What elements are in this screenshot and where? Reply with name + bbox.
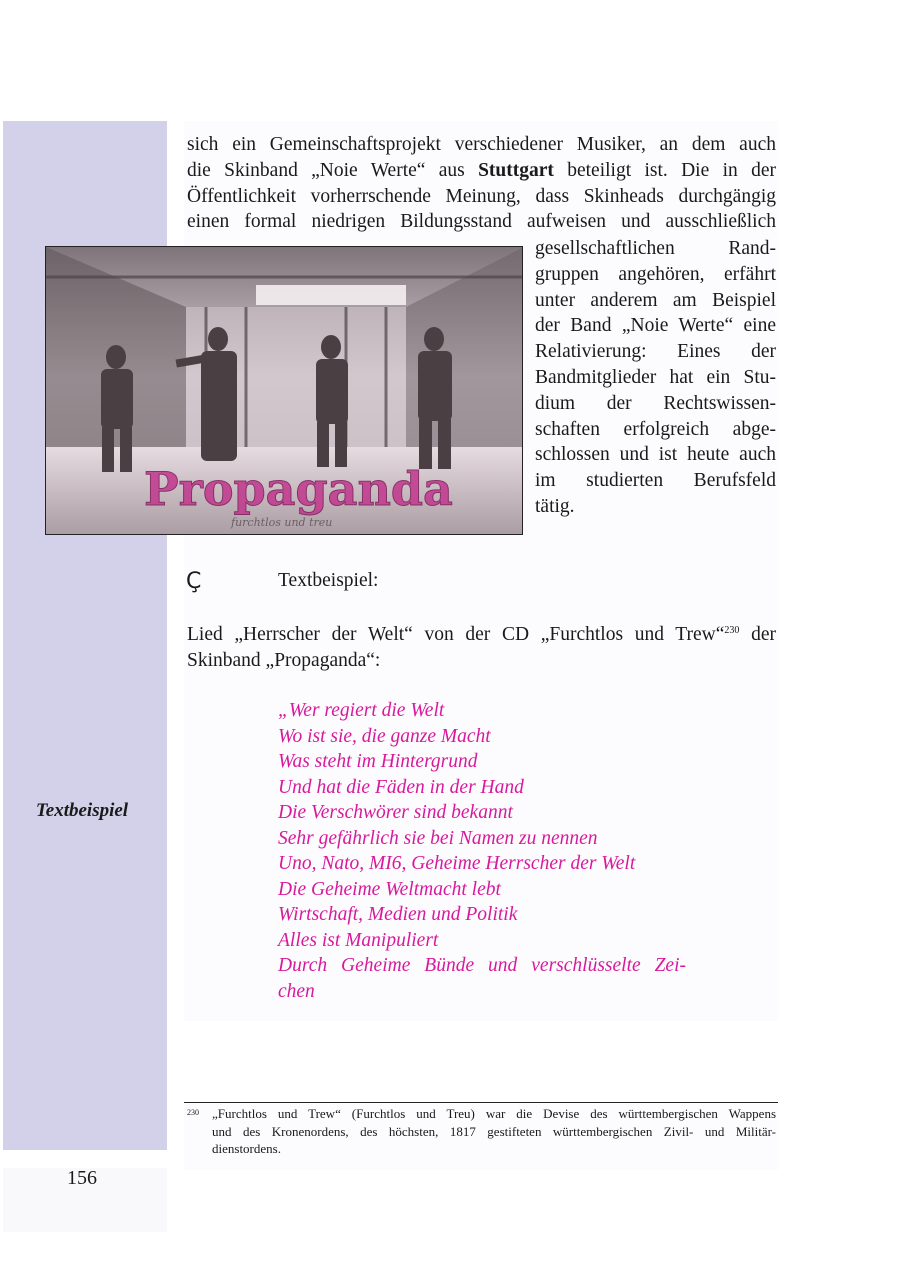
place-name: Stuttgart (478, 159, 554, 181)
lyric-line: Uno, Nato, MI6, Geheime Herrscher der Welt (278, 853, 636, 874)
lied-line (187, 622, 776, 648)
wrap-line: schaften erfolgreich abge- (535, 418, 776, 440)
wrap-line: Relativierung: Eines der (535, 341, 776, 363)
wrap-line: gesellschaftlichen Rand- (535, 238, 776, 259)
lyric-line: Sehr gefährlich sie bei Namen zu nennen (278, 827, 598, 849)
lied-line: Skinband „Propaganda“: (187, 649, 381, 671)
wrap-line: der Band „Noie Werte“ eine (535, 315, 776, 337)
lied-intro (187, 622, 776, 674)
lyric-line: Die Geheime Weltmacht lebt (278, 878, 501, 900)
lyric-line: chen (278, 980, 315, 1002)
song-lyrics (278, 698, 698, 1004)
lyric-line: Und hat die Fäden in der Hand (278, 776, 524, 798)
lyric-line: Wirtschaft, Medien und Politik (278, 904, 518, 925)
lyric-line: Was steht im Hintergrund (278, 751, 478, 772)
footnote-line: dienstordens. (212, 1141, 281, 1156)
lyric-line: „Wer regiert die Welt (278, 700, 445, 721)
photo-logo-text: Propaganda (144, 462, 453, 516)
footnote-text (212, 1105, 776, 1158)
footnote-number: 230 (187, 1108, 199, 1117)
page-number: 156 (67, 1167, 97, 1189)
wrap-line: dium der Rechtswissen- (535, 392, 776, 414)
photo-sub-text: furchtlos und treu (231, 516, 333, 529)
sidebar-label: Textbeispiel (35, 800, 129, 821)
intro-line (187, 158, 776, 184)
wrap-line: unter anderem am Beispiel (535, 289, 776, 311)
intro-paragraph (187, 132, 776, 235)
footnote-line: „Furchtlos und Trew“ (Furchtlos und Treu) war die Devise des württembergischen Wappens (212, 1106, 776, 1121)
footnote-line: und des Kronenordens, des höchsten, 1817 gestifteten württembergischen Zivil- und Militär- (212, 1123, 776, 1139)
band-photo-art (46, 247, 523, 535)
lyric-line: Wo ist sie, die ganze Macht (278, 725, 491, 747)
wrapped-paragraph (535, 236, 776, 520)
intro-line: sich ein Gemeinschaftsprojekt verschiedener Musiker, an dem auch (187, 134, 776, 155)
lied-text: der (739, 624, 776, 645)
intro-text: die Skinband „Noie Werte“ aus (187, 159, 479, 181)
wrap-line: gruppen angehören, erfährt (535, 263, 776, 285)
intro-line: einen formal niedrigen Bildungsstand aufweisen und ausschließlich (187, 211, 776, 233)
lied-text: Lied „Herrscher der Welt“ von der CD „Furchtlos und Trew“ (187, 624, 725, 645)
section-heading: Textbeispiel: (278, 570, 379, 591)
section-marker-icon: Ç (186, 569, 202, 594)
lyric-line: Alles ist Manipuliert (278, 929, 439, 951)
wrap-line: schlossen und ist heute auch (535, 444, 776, 466)
footnote-divider (184, 1102, 778, 1103)
footnote-ref[interactable]: 230 (724, 625, 740, 636)
wrap-line: im studierten Berufsfeld (535, 470, 776, 492)
band-photo (45, 246, 523, 535)
intro-line: Öffentlichkeit vorherrschende Meinung, dass Skinheads durchgängig (187, 185, 776, 207)
lyric-line: Durch Geheime Bünde und verschlüsselte Zei- (278, 955, 686, 976)
wrap-line: tätig. (535, 495, 575, 517)
intro-text: beteiligt ist. Die in der (553, 159, 776, 181)
lyric-line: Die Verschwörer sind bekannt (278, 802, 513, 823)
wrap-line: Bandmitglieder hat ein Stu- (535, 366, 776, 388)
